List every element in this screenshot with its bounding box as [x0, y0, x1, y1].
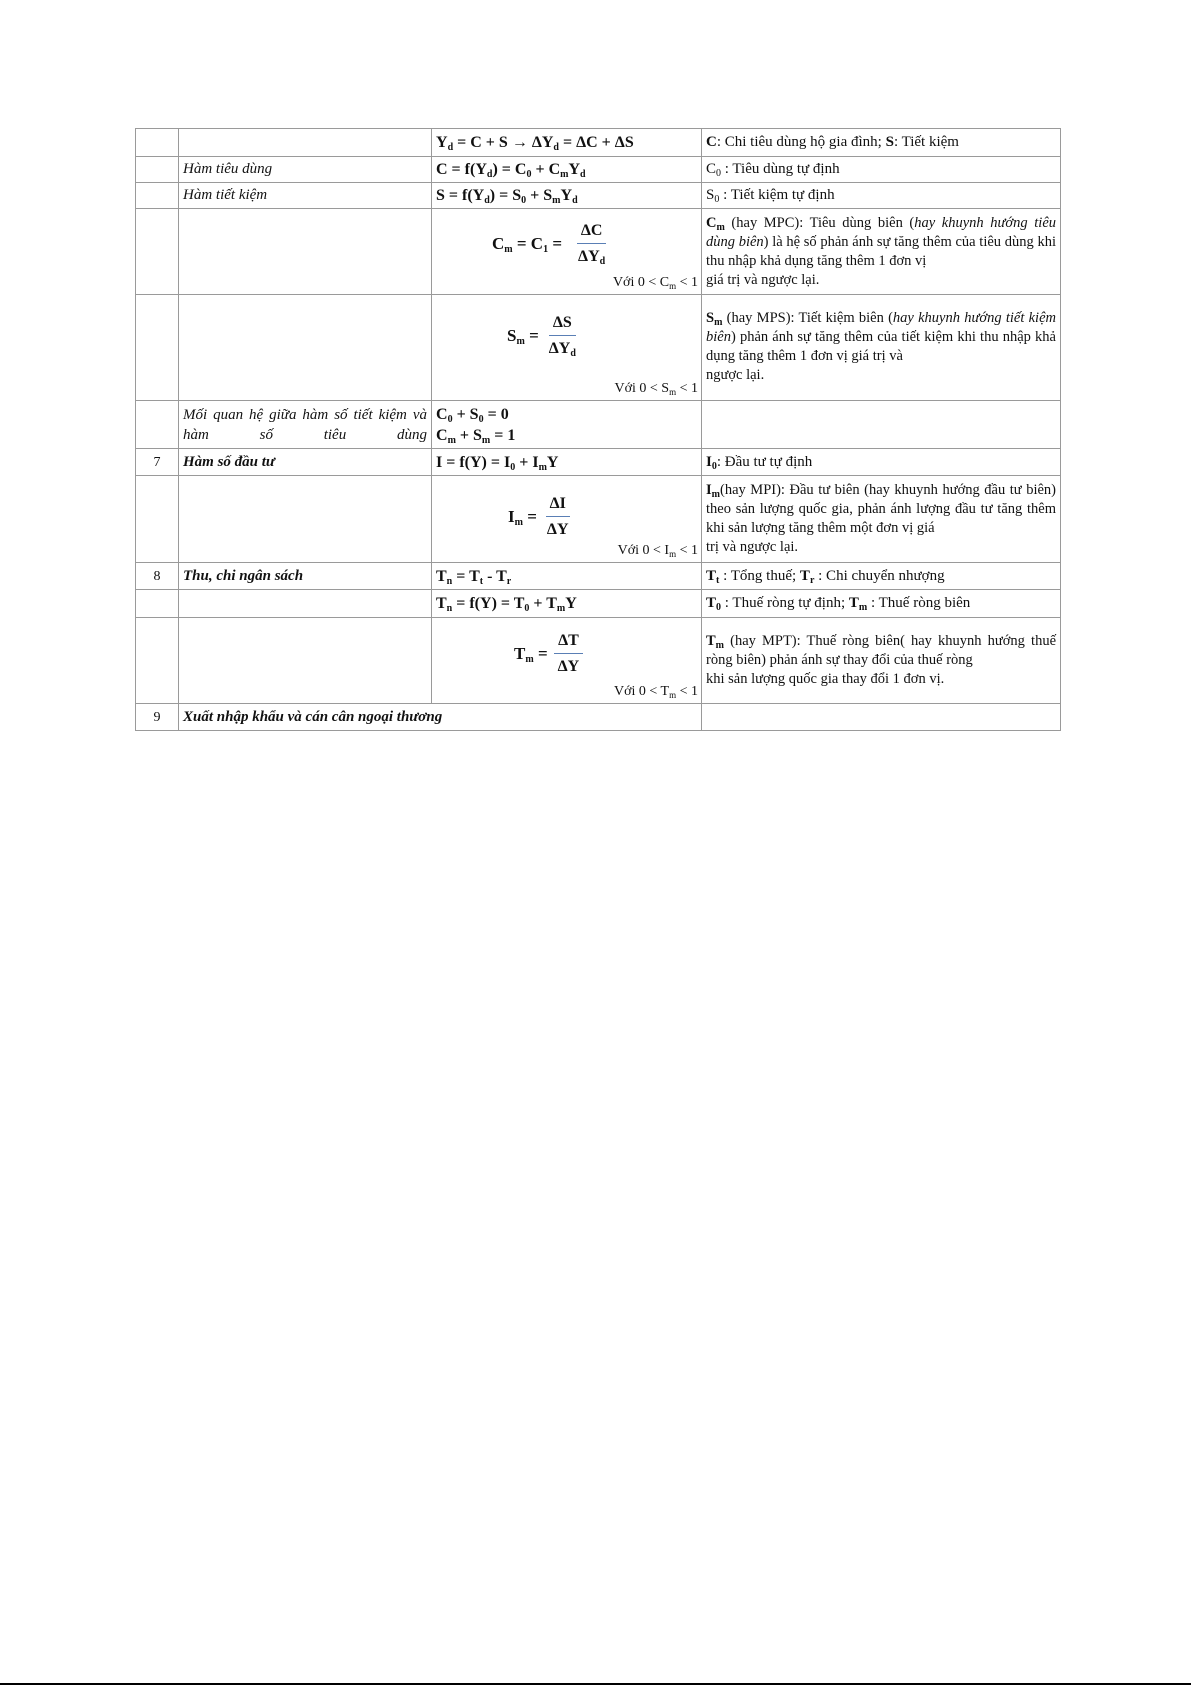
autonomous-investment-note: $I_0$: Đầu tư tự định: [702, 449, 1061, 476]
mpt-note: $T_m$ (hay MPT): Thuế ròng biên( hay khuynh hướng thuế ròng biên) phản ánh sự thay đổi của thuế ròng khi sản lượng quốc gia thay đổi 1 đơn vị.: [702, 618, 1061, 704]
table-row: [136, 476, 1061, 563]
net-tax-function-formula: $T_n = f(Y) = T_0 + T_mY$: [432, 590, 702, 618]
row-name: [179, 618, 432, 704]
row-number: 8: [136, 563, 179, 590]
table-row: [136, 183, 1061, 209]
table-row: [136, 590, 1061, 618]
row-number: [136, 618, 179, 704]
autonomous-saving-note: $S_0$ : Tiết kiệm tự định: [702, 183, 1061, 209]
trade-balance-name: Xuất nhập khẩu và cán cân ngoại thương: [179, 704, 702, 731]
row-number: [136, 209, 179, 295]
table-row: [136, 401, 1061, 449]
table-row: [136, 157, 1061, 183]
row-name: [179, 209, 432, 295]
identity-note: C: Chi tiêu dùng hộ gia đình; S: Tiết kiệm: [702, 129, 1061, 157]
mpi-condition: Với $0 < I_m < 1$: [617, 543, 698, 559]
table-row: [136, 295, 1061, 401]
mpc-condition: Với $0 < C_m < 1$: [612, 275, 698, 291]
investment-function-formula: $I = f(Y) = I_0 + I_mY$: [432, 449, 702, 476]
formula-table: [135, 128, 1061, 731]
mps-formula: $S_m$ = $\frac{\Delta S}{\Delta Y_d}$ Với $0 < S_m < 1$: [432, 295, 702, 401]
row-number: [136, 476, 179, 563]
row-number: [136, 590, 179, 618]
relationship-name: Mối quan hệ giữa hàm số tiết kiệm và hàm số tiêu dùng: [179, 401, 432, 449]
row-number: [136, 183, 179, 209]
mpc-formula: $C_m = C_1$ = $\frac{\Delta C}{\Delta Y_d}$ Với $0 < C_m < 1$: [432, 209, 702, 295]
row-name: [179, 590, 432, 618]
autonomous-consumption-note: $C_0$ : Tiêu dùng tự định: [702, 157, 1061, 183]
table-row: [136, 209, 1061, 295]
table-row: [136, 563, 1061, 590]
mpi-formula: $I_m$ = $\frac{\Delta I}{\Delta Y}$ Với $0 < I_m < 1$: [432, 476, 702, 563]
mpt-condition: Với $0 < T_m < 1$: [613, 684, 698, 700]
mps-note: $S_m$ (hay MPS): Tiết kiệm biên (hay khuynh hướng tiết kiệm biên) phản ánh sự tăng thêm của tiết kiệm khi thu nhập khả dụng tăng thêm 1 đơn vị giá trị và ngược lại.: [702, 295, 1061, 401]
row-number: [136, 129, 179, 157]
mpi-note: $I_m(hay$ MPI): Đầu tư biên (hay khuynh hướng đầu tư biên) theo sản lượng quốc gia, phản ánh lượng đầu tư tăng thêm khi sản lượng tăng thêm một đơn vị giá trị và ngược lại.: [702, 476, 1061, 563]
net-tax-formula: $T_n = T_t - T_r$: [432, 563, 702, 590]
investment-function-name: Hàm số đầu tư: [179, 449, 432, 476]
tax-transfer-note: $T_t$ : Tổng thuế; $T_r$ : Chi chuyển nhượng: [702, 563, 1061, 590]
row-number: 7: [136, 449, 179, 476]
row-name: [179, 129, 432, 157]
relationship-formula: $C_0 + S_0 = 0$ $C_m + S_m = 1$: [432, 401, 702, 449]
row-name: [179, 295, 432, 401]
row-note: [702, 704, 1061, 731]
mps-condition: Với $0 < S_m < 1$: [614, 381, 698, 397]
budget-name: Thu, chi ngân sách: [179, 563, 432, 590]
table-row: [136, 449, 1061, 476]
saving-function-formula: $S = f(Y_d) = S_0 + S_mY_d$: [432, 183, 702, 209]
row-name: [179, 476, 432, 563]
net-tax-note: $T_0$ : Thuế ròng tự định; $T_m$ : Thuế ròng biên: [702, 590, 1061, 618]
consumption-function-formula: $C = f(Y_d) = C_0 + C_mY_d$: [432, 157, 702, 183]
row-number: [136, 157, 179, 183]
identity-formula: $Y_d = C + S \to \Delta Y_d = \Delta C + \Delta S$: [432, 129, 702, 157]
row-name: Hàm tiêu dùng: [179, 157, 432, 183]
table-row: [136, 704, 1061, 731]
row-number: 9: [136, 704, 179, 731]
mpc-note: $C_m$ (hay MPC): Tiêu dùng biên (hay khuynh hướng tiêu dùng biên) là hệ số phản ánh sự tăng thêm của tiêu dùng khi thu nhập khả dụng tăng thêm 1 đơn vị giá trị và ngược lại.: [702, 209, 1061, 295]
row-note: [702, 401, 1061, 449]
table-row: [136, 618, 1061, 704]
mpt-formula: $T_m$ = $\frac{\Delta T}{\Delta Y}$ Với $0 < T_m < 1$: [432, 618, 702, 704]
table-row: [136, 129, 1061, 157]
row-number: [136, 401, 179, 449]
row-number: [136, 295, 179, 401]
row-name: Hàm tiết kiệm: [179, 183, 432, 209]
